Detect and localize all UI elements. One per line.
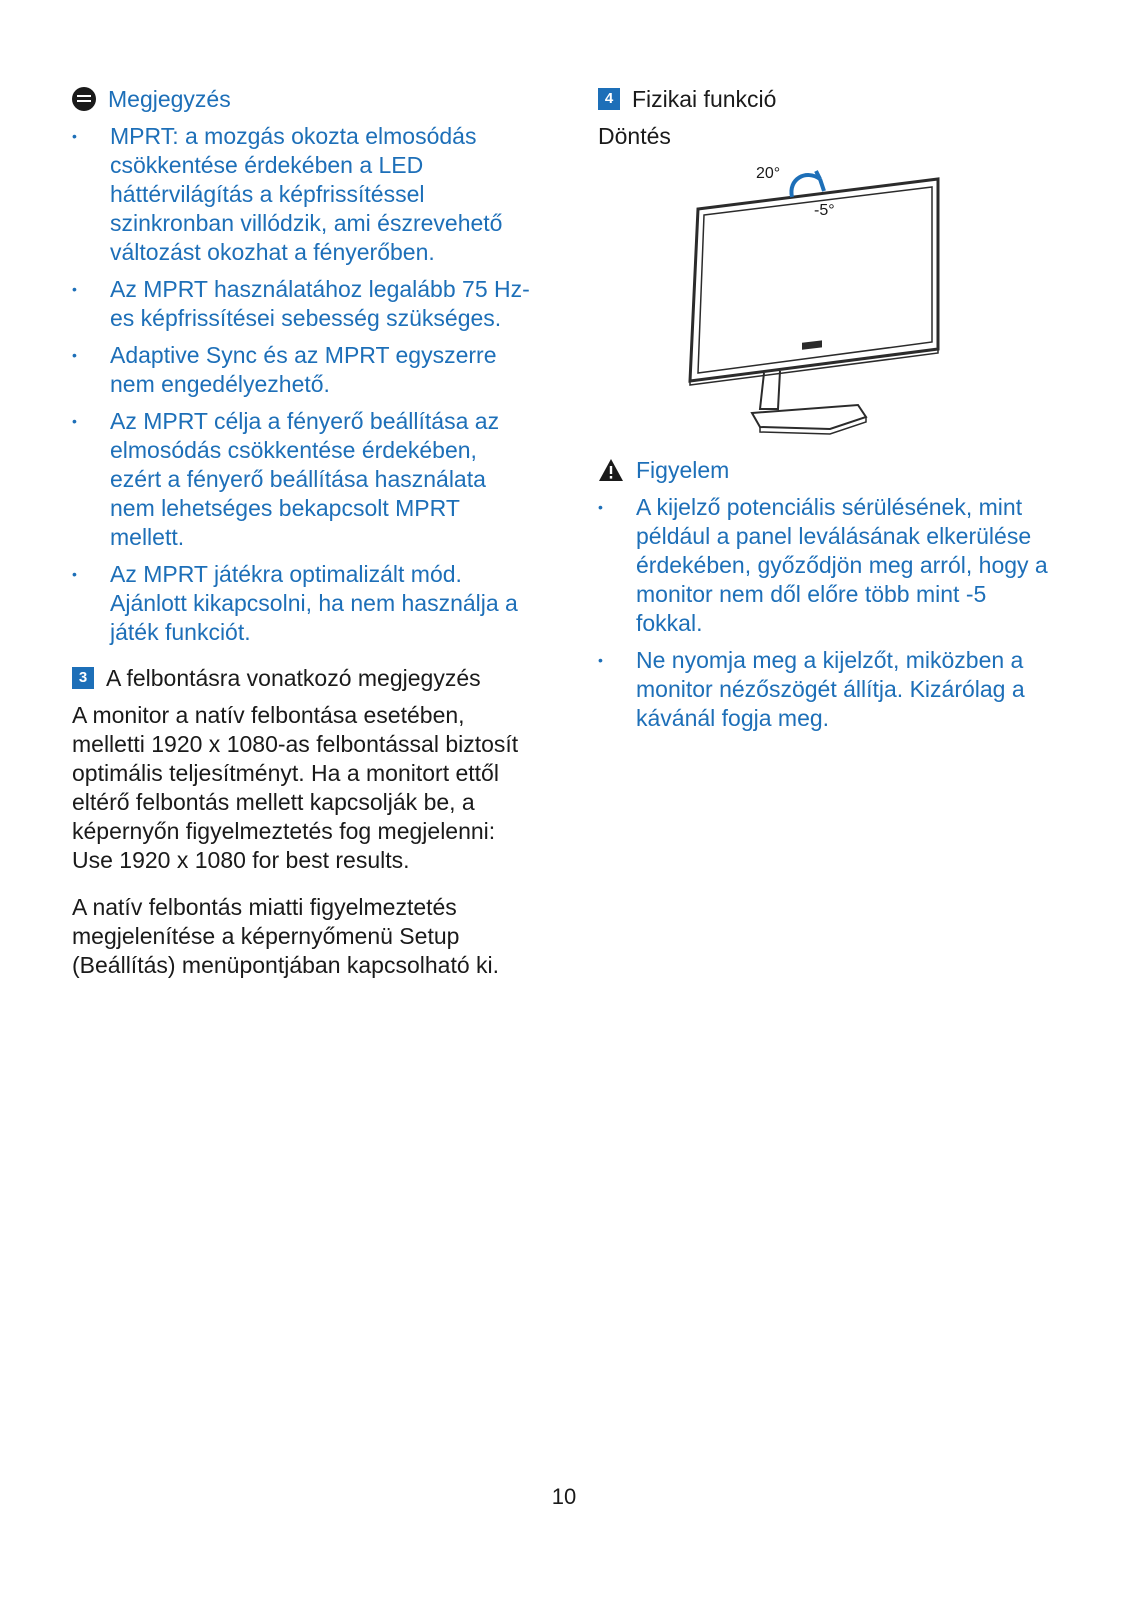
right-column — [598, 84, 1058, 741]
section-4-heading — [598, 84, 1058, 114]
warning-list — [598, 493, 1058, 733]
section-number-badge: 4 — [598, 88, 620, 110]
brand-logo-mark — [802, 340, 822, 349]
warning-heading — [598, 455, 1058, 485]
section-number-badge: 3 — [72, 667, 94, 689]
tilt-arrow-head — [816, 171, 824, 191]
note-item: • Az MPRT használatához legalább 75 Hz-es képfrissítései sebesség szükséges. — [72, 275, 532, 333]
page-number: 10 — [551, 1484, 577, 1509]
note-item: • Az MPRT célja a fényerő beállítása az elmosódás csökkentése érdekében, ezért a fényerő beállítása használata nem lehetséges bekapcsolt MPRT mellett. — [72, 407, 532, 552]
note-item: • Az MPRT játékra optimalizált mód. Ajánlott kikapcsolni, ha nem használja a játék funkciót. — [72, 560, 532, 647]
monitor-tilt-illustration — [670, 159, 970, 439]
warning-item: • A kijelző potenciális sérülésének, mint például a panel leválásának elkerülése érdekében, győződjön meg arról, hogy a monitor nem dől előre több mint -5 fokkal. — [598, 493, 1058, 638]
note-item: • Adaptive Sync és az MPRT egyszerre nem engedélyezhető. — [72, 341, 532, 399]
tilt-up-label: 20° — [756, 165, 781, 182]
note-list — [72, 122, 532, 647]
tilt-down-label: -5° — [814, 202, 835, 219]
note-icon — [72, 87, 96, 111]
warning-icon — [598, 458, 624, 482]
stand-base-edge — [760, 417, 866, 434]
warning-title: Figyelem — [636, 457, 730, 483]
tilt-diagram — [670, 159, 970, 439]
section-title: Fizikai funkció — [632, 86, 777, 112]
section-3-heading — [72, 663, 532, 693]
warning-item: • Ne nyomja meg a kijelzőt, miközben a monitor nézőszögét állítja. Kizárólag a kávánál fogja meg. — [598, 646, 1058, 733]
resolution-paragraph: A monitor a natív felbontása esetében, melletti 1920 x 1080-as felbontással biztosít optimális teljesítményt. Ha a monitort ettől eltérő felbontás mellett kapcsolják be, a képernyőn figyelmeztetés fog megjelenni: Use 1920 x 1080 for best results. — [72, 702, 519, 873]
left-column — [72, 84, 532, 998]
note-item: • MPRT: a mozgás okozta elmosódás csökkentése érdekében a LED háttérvilágítás a képfrissítéssel szinkronban villódzik, ami észrevehető változást okozhat a fényerőben. — [72, 122, 532, 267]
note-title: Megjegyzés — [108, 86, 231, 112]
tilt-subheading: Döntés — [598, 123, 671, 149]
resolution-warning-paragraph: A natív felbontás miatti figyelmeztetés megjelenítése a képernyőmenü Setup (Beállítás) menüpontjában kapcsolható ki. — [72, 894, 500, 978]
stand-neck — [760, 371, 780, 409]
note-heading — [72, 84, 532, 114]
section-title: A felbontásra vonatkozó megjegyzés — [106, 665, 481, 691]
